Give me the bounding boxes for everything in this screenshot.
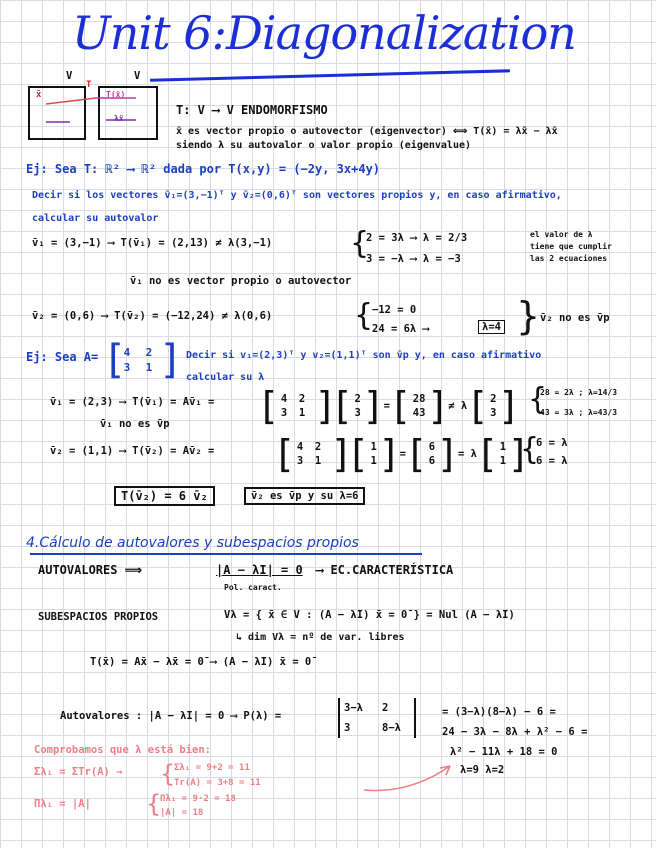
ej1-v2-brace: { (354, 298, 374, 333)
ej2-v2-brace: { (520, 432, 540, 467)
ej1-note-3: las 2 ecuaciones (530, 254, 608, 263)
ej1-v2-sys1: −12 = 0 (372, 304, 417, 316)
example-r4: λ=9 λ=2 (460, 764, 505, 776)
ej2-v2-x1: 1 (370, 441, 377, 453)
ej2-v2-r1: 6 (428, 441, 436, 453)
check-trace-b: Tr(A) = 3+8 = 11 (174, 778, 261, 788)
ej2-v2-r2: 6 (428, 455, 436, 467)
ej1-v1-line: v̄₁ = (3,−1) ⟶ T(v̄₁) = (2,13) ≠ λ(3,−1) (32, 237, 273, 249)
ej2-v1-x1: 2 (354, 393, 361, 405)
ej2-v2-sys2: 6 = λ (536, 455, 568, 467)
tx-line: T(x̄) = Ax̄ − λx̄ = 0̄ ⟶ (A − λI) x̄ = 0̄ (90, 656, 312, 668)
det-a11: 3−λ (344, 702, 363, 714)
check-heading: Comprobamos que λ está bien: (34, 744, 212, 756)
ej2-a11: 4 (123, 346, 131, 359)
det-bar-right (414, 698, 416, 738)
ej2-label: Ej: Sea A= (26, 350, 99, 364)
autovalores-sub: Pol. caract. (224, 583, 282, 592)
autovalores-eq: |A − λI| = 0 (216, 563, 303, 577)
ej1-note-2: tiene que cumplir (530, 242, 612, 251)
ej2-v1-conclusion: v̄₁ no es v̄p (100, 418, 170, 430)
title-underline (150, 69, 510, 81)
ej1-label (26, 162, 380, 176)
ej2-v1-sys2: 43 = 3λ ; λ=43/3 (540, 408, 618, 417)
ej1-v1-sys1: 2 = 3λ ⟶ λ = 2/3 (366, 232, 468, 244)
ej1-v2-lambda: λ=4 (478, 320, 505, 334)
ej2-a22: 1 (145, 361, 153, 374)
ej2-a12: 2 (145, 346, 153, 359)
endomorfismo-def: T: V ⟶ V ENDOMORFISMO (176, 103, 328, 117)
ej2-v1-x1b: 2 (490, 393, 497, 405)
ej2-v2-eq: = λ (457, 448, 477, 460)
eigenvector-def: x̄ es vector propio o autovector (eigenvector) ⟺ T(x̄) = λx̄ − λx̄ (176, 126, 558, 137)
check-trace: Σλᵢ = ΣTr(A) → (34, 766, 123, 778)
ej2-v1-x2: 3 (354, 407, 361, 419)
ej2-v1-a22: 1 (298, 407, 306, 419)
ej2-v2-x2b: 1 (499, 455, 507, 467)
ej2-v1-r1: 28 (412, 393, 426, 405)
ej2-v2-a12: 2 (314, 441, 322, 453)
ej1-label-text: Ej: Sea (26, 162, 77, 176)
ej2-v1-a21: 3 (280, 407, 288, 419)
example-det (338, 698, 416, 738)
ej2-v1-a11: 4 (280, 393, 288, 405)
ej2-v2-sys1: 6 = λ (536, 437, 568, 449)
det-a22: 8−λ (382, 722, 401, 734)
ej2-v2-a11: 4 (296, 441, 304, 453)
ej2-a21: 3 (123, 361, 131, 374)
diagram-w-label: V (134, 70, 141, 82)
ej2-v1-line: v̄₁ = (2,3) ⟶ T(v̄₁) = Av̄₁ = (50, 396, 215, 408)
example-r3: λ² − 11λ + 18 = 0 (450, 746, 558, 758)
ej1-v2-sys2: 24 = 6λ ⟶ (372, 323, 429, 335)
check-det: Πλᵢ = |A| (34, 798, 91, 810)
example-r2: 24 − 3λ − 8λ + λ² − 6 = (442, 726, 588, 738)
ej2-v1-x2b: 3 (490, 407, 497, 419)
eigenvalue-def: siendo λ su autovalor o valor propio (eigenvalue) (176, 140, 472, 151)
ej2-v2-product: [ 4 2 3 1 ] [ 1 1 ] = [ 6 6 ] = λ [ 1 1 ] (278, 432, 525, 476)
check-arrow (360, 760, 460, 796)
ej1-v2-conclusion: v̄₂ no es v̄p (540, 312, 610, 324)
section-4-heading: 4.Cálculo de autovalores y subespacios propios (26, 535, 359, 551)
autovalores-label: AUTOVALORES ⟹ (38, 563, 142, 577)
example-r1: = (3−λ)(8−λ) − 6 = (442, 706, 556, 718)
ej2-v2-a21: 3 (296, 455, 304, 467)
ej2-v1-neq: ≠ λ (448, 400, 468, 412)
subespacios-label: SUBESPACIOS PROPIOS (38, 611, 159, 623)
ej2-matrix: [ 4 2 3 1 ] (108, 337, 178, 383)
diagram-t: T (86, 80, 92, 90)
ej2-task-2: calcular su λ (186, 372, 265, 383)
ej2-v1-a12: 2 (298, 393, 306, 405)
diagram-lx: λx̄ (114, 114, 124, 123)
autovalores-arrow: ⟶ EC.CARACTERÍSTICA (316, 563, 454, 577)
ej2-v1-product: [ 4 2 3 1 ] [ 2 3 ] = [ 28 43 ] ≠ λ [ 2 3 ] (262, 384, 516, 428)
ej1-task-1: Decir si los vectores v̄₁=(3,−1)ᵀ y v̄₂=(0,6)ᵀ son vectores propios y, en caso afirmativo, (32, 190, 562, 201)
det-a21: 3 (344, 722, 351, 734)
ej2-v1-r2: 43 (412, 407, 426, 419)
ej1-task-2: calcular su autovalor (32, 213, 159, 224)
ej2-v2-line: v̄₂ = (1,1) ⟶ T(v̄₂) = Av̄₂ = (50, 445, 215, 457)
det-a12: 2 (382, 702, 389, 714)
check-det-a: Πλᵢ = 9·2 = 18 (160, 794, 236, 804)
diagram-arrows (26, 74, 156, 142)
mapping-diagram (26, 70, 156, 142)
ej1-note-1: el valor de λ (530, 230, 593, 239)
ej2-v2-a22: 1 (314, 455, 322, 467)
diagram-tx: T(x̄) (106, 90, 126, 99)
ej2-v2-x2: 1 (370, 455, 377, 467)
check-trace-a: Σλᵢ = 9+2 = 11 (174, 763, 250, 773)
ej2-result-box-2: v̄₂ es v̄p y su λ=6 (244, 487, 365, 505)
check-det-b: |A| = 18 (160, 808, 204, 818)
example-label: Autovalores : |A − λI| = 0 ⟶ P(λ) = (60, 710, 282, 722)
ej2-v1-brace: { (528, 382, 548, 417)
ej1-v1-conclusion: v̄₁ no es vector propio o autovector (130, 275, 352, 287)
diagram-v-label: V (66, 70, 73, 82)
ej2-v1-sys1: 28 = 2λ ; λ=14/3 (540, 388, 618, 397)
ej2-v2-x1b: 1 (499, 441, 507, 453)
diagram-x: x̄ (36, 90, 42, 100)
ej1-v2-line: v̄₂ = (0,6) ⟶ T(v̄₂) = (−12,24) ≠ λ(0,6) (32, 310, 273, 322)
ej1-v1-sys2: 3 = −λ ⟶ λ = −3 (366, 253, 461, 265)
ej2-task-1: Decir si v₁=(2,3)ᵀ y v₂=(1,1)ᵀ son v̄p y, en caso afirmativo (186, 350, 542, 361)
subespacios-eq: Vλ = { x̄ ∈ V : (A − λI) x̄ = 0̄ } = Nul (A − λI) (224, 609, 515, 621)
check-det-brace: { (146, 790, 162, 818)
ej1-v2-rbrace: } (516, 294, 541, 338)
section-4-underline (30, 553, 422, 555)
ej1-def: T: ℝ² ⟶ ℝ² dada por T(x,y) = (−2y, 3x+4y) (83, 162, 381, 176)
ej1-v1-brace: { (350, 226, 370, 261)
page-title: Unit 6:Diagonalization (72, 6, 576, 60)
subespacios-dim: ↳ dim Vλ = nº de var. libres (236, 632, 405, 643)
ej2-result-box-1: T(v̄₂) = 6 v̄₂ (114, 486, 215, 506)
check-trace-brace: { (160, 760, 176, 788)
